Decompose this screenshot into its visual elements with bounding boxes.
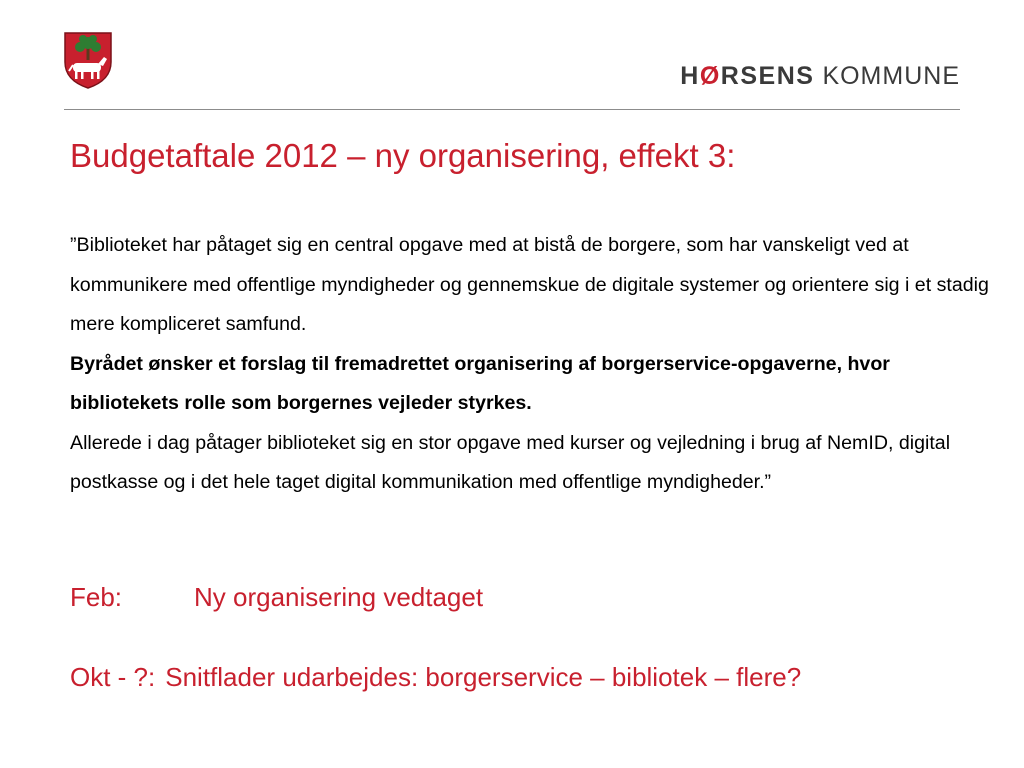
header-divider <box>64 109 960 110</box>
quote-paragraph-2: Allerede i dag påtager biblioteket sig en stor opgave med kurser og vejledning i brug af NemID, digital postkasse og i det hele taget digital kommunikation med offentlige myndigheder.” <box>70 431 951 493</box>
timeline-text: Ny organisering vedtaget <box>194 582 484 612</box>
quote-paragraph-bold: Byrådet ønsker et forslag til fremadrettet organisering af borgerservice-opgaverne, hvor bibliotekets rolle som borgernes vejleder styrkes. <box>70 352 890 414</box>
timeline-text: Snitflader udarbejdes: borgerservice – bibliotek – flere? <box>165 662 802 692</box>
timeline-item-feb <box>70 582 483 613</box>
slide-title: Budgetaftale 2012 – ny organisering, effekt 3: <box>70 137 736 174</box>
brand-ring-letter: Ø <box>699 62 721 90</box>
brand-wordmark-light: KOMMUNE <box>822 62 960 90</box>
brand-wordmark-bold <box>680 62 814 90</box>
quote-body <box>70 226 990 503</box>
brand-letters-rsens: RSENS <box>720 62 815 90</box>
brand-wordmark <box>680 62 960 91</box>
brand-letter-h: H <box>680 62 700 90</box>
timeline-item-okt <box>70 662 801 693</box>
timeline-label: Feb: <box>70 582 123 612</box>
crest-logo <box>62 30 114 90</box>
horsens-coat-of-arms-icon <box>62 30 114 90</box>
timeline-label: Okt - ?: <box>70 662 156 692</box>
quote-paragraph-1: ”Biblioteket har påtaget sig en central opgave med at bistå de borgere, som har vanskeligt ved at kommunikere med offentlige myndigheder og gennemskue de digitale systemer og orientere sig i et stadig mere kompliceret samfund. <box>70 234 989 335</box>
